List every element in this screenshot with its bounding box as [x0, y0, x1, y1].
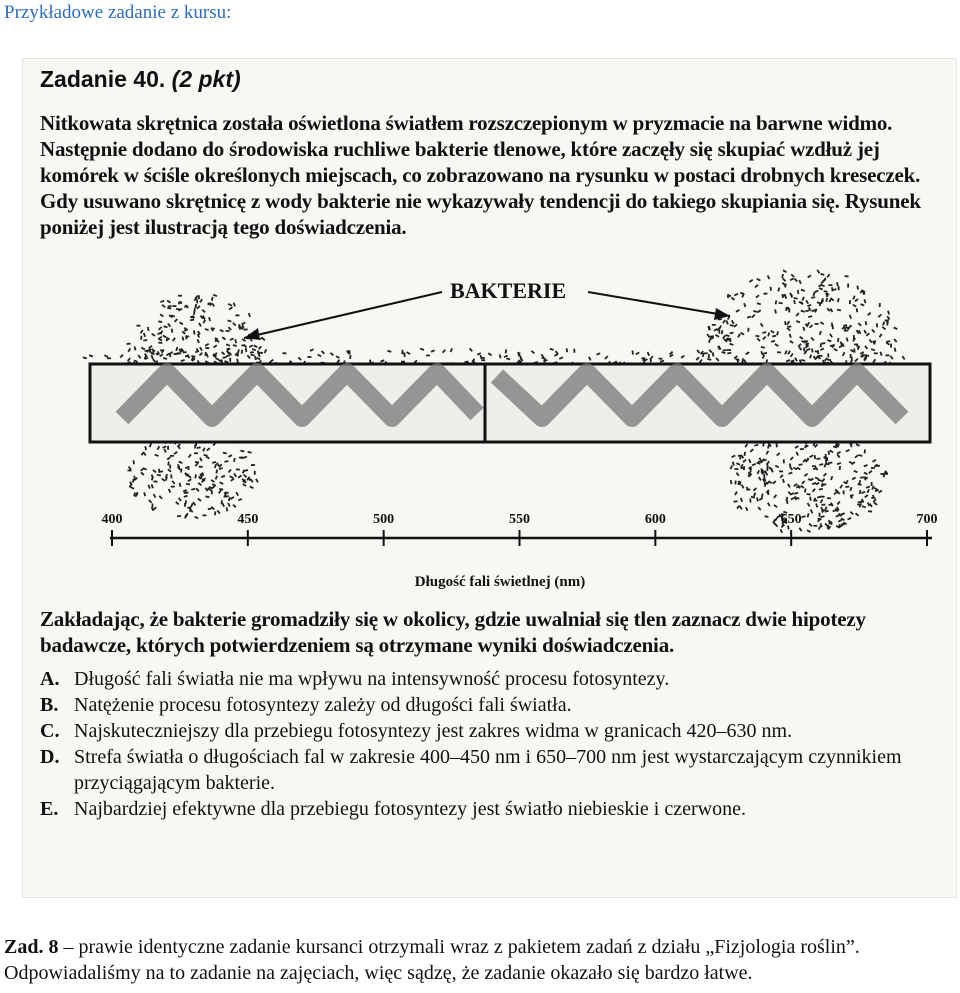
axis-tick-label: 500: [373, 512, 395, 527]
task-number: Zadanie 40.: [40, 66, 166, 92]
option-letter: A.: [40, 668, 60, 690]
task-title: [40, 66, 241, 93]
option-c[interactable]: [40, 718, 930, 744]
axis-tick-label: 400: [101, 512, 123, 527]
option-text: Natężenie procesu fotosyntezy zależy od długości fali światła.: [74, 694, 572, 716]
option-letter: D.: [40, 746, 60, 768]
axis-tick-label: 600: [644, 512, 666, 527]
axis-ticks: [102, 512, 938, 546]
axis-tick-label: 700: [916, 512, 938, 527]
experiment-figure: [22, 268, 957, 598]
axis-tick-label: 650: [780, 512, 802, 527]
footer-note: [4, 934, 956, 986]
answer-options: [40, 666, 930, 822]
axis-label: Długość fali świetlnej (nm): [414, 574, 586, 590]
option-text: Najbardziej efektywne dla przebiegu fotosyntezy jest światło niebieskie i czerwone.: [74, 798, 746, 820]
axis-tick-label: 450: [237, 512, 259, 527]
option-letter: B.: [40, 694, 59, 716]
option-d[interactable]: [40, 744, 930, 796]
footer-text: – prawie identyczne zadanie kursanci otrzymali wraz z pakietem zadań z działu „Fizjologia roślin”. Odpowiadaliśmy na to zadanie na zajęciach, więc sądzę, że zadanie okazało się bardzo łatwe.: [4, 936, 860, 984]
bacteria-arrow-right: [588, 292, 730, 316]
bacteria-label: BAKTERIE: [450, 278, 567, 303]
page-caption: Przykładowe zadanie z kursu:: [4, 2, 232, 23]
option-a[interactable]: [40, 666, 930, 692]
task-question: Zakładając, że bakterie gromadziły się w okolicy, gdzie uwalniał się tlen zaznacz dwie hipotezy badawcze, których potwierdzeniem są otrzymane wyniki doświadczenia.: [40, 607, 866, 657]
option-text: Długość fali światła nie ma wpływu na intensywność procesu fotosyntezy.: [74, 668, 670, 690]
footer-label: Zad. 8: [4, 936, 59, 958]
option-letter: C.: [40, 720, 60, 742]
task-points: (2 pkt): [171, 66, 241, 92]
axis-tick-label: 550: [509, 512, 530, 527]
option-b[interactable]: [40, 692, 930, 718]
option-text: Strefa światła o długościach fal w zakresie 400–450 nm i 650–700 nm jest wystarczającym czynnikiem przyciągającym bakterie.: [74, 746, 902, 794]
task-intro: Nitkowata skrętnica została oświetlona światłem rozszczepionym w pryzmacie na barwne widmo. Następnie dodano do środowiska ruchliwe bakterie tlenowe, które zaczęły się skupiać wzdłuż jej komórek w ściśle określonych miejscach, co zobrazowano na rysunku w postaci drobnych kreseczek. Gdy usuwano skrętnicę z wody bakterie nie wykazywały tendencji do takiego skupiania się. Rysunek poniżej jest ilustracją tego doświadczenia.: [40, 111, 921, 239]
option-text: Najskuteczniejszy dla przebiegu fotosyntezy jest zakres widma w granicach 420–630 nm.: [74, 720, 793, 742]
option-e[interactable]: [40, 796, 930, 822]
option-letter: E.: [40, 798, 59, 820]
scanned-task-image: [22, 58, 957, 898]
bacteria-arrow-left: [244, 292, 442, 338]
